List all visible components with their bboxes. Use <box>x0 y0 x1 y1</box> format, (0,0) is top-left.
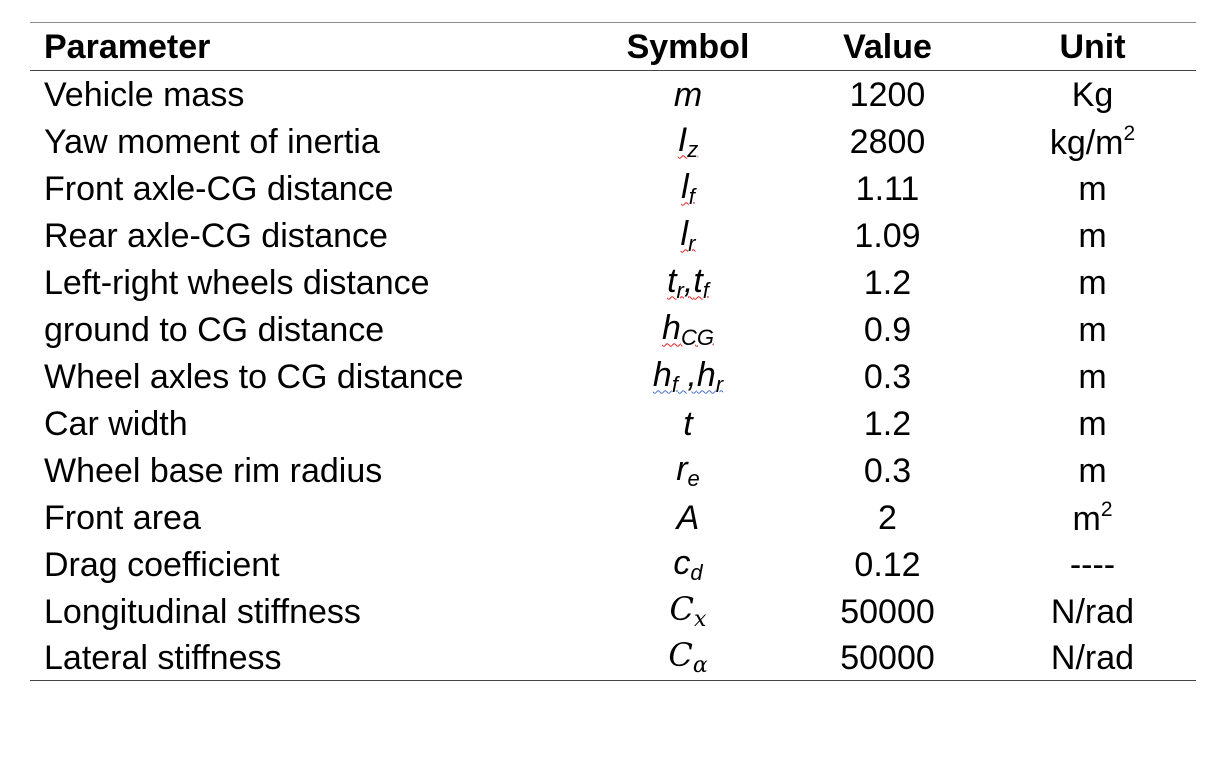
symbol-cell <box>590 353 786 400</box>
param-name: Rear axle-CG distance <box>44 216 388 255</box>
symbol-base-1: h <box>652 355 672 394</box>
param-name: Longitudinal stiffness <box>44 592 361 631</box>
header-symbol: Symbol <box>590 23 786 71</box>
symbol-cell <box>590 259 786 306</box>
unit-base: m <box>1078 404 1107 443</box>
symbol-base: C <box>668 636 693 674</box>
table-row <box>30 71 1196 119</box>
unit-superscript: 2 <box>1100 498 1113 521</box>
symbol-cell <box>590 447 786 494</box>
value-cell: 50000 <box>840 592 935 631</box>
value-cell: 0.3 <box>863 451 912 490</box>
symbol-base: h <box>662 308 681 347</box>
symbol-text <box>673 543 703 585</box>
symbol-subscript: e <box>687 465 700 491</box>
table-row <box>30 447 1196 494</box>
symbol-base-1: t <box>667 261 677 300</box>
header-unit: Unit <box>989 23 1196 71</box>
unit-cell <box>989 635 1196 681</box>
param-name: Left-right wheels distance <box>44 263 430 302</box>
symbol-cell <box>590 494 786 541</box>
param-name: Lateral stiffness <box>30 635 590 681</box>
symbol-text <box>662 308 714 350</box>
value-cell: 2800 <box>849 122 926 161</box>
unit-base: Kg <box>1071 75 1114 114</box>
unit-superscript: 2 <box>1123 122 1136 145</box>
unit-cell <box>989 259 1196 306</box>
symbol-text <box>680 214 696 256</box>
param-name: ground to CG distance <box>44 310 385 349</box>
unit-cell <box>989 306 1196 353</box>
symbol-subscript-1: f <box>671 371 678 397</box>
symbol-subscript: α <box>692 653 708 678</box>
unit-base: N/rad <box>1050 638 1135 677</box>
unit-cell <box>989 400 1196 447</box>
unit-cell <box>989 588 1196 635</box>
symbol-text <box>669 590 707 632</box>
symbol-text <box>677 120 699 162</box>
unit-base: m <box>1078 216 1107 255</box>
unit-cell <box>989 447 1196 494</box>
value-cell: 1.2 <box>863 404 912 443</box>
value-cell: 1.2 <box>863 263 912 302</box>
symbol-cell <box>590 71 786 119</box>
table-row <box>30 353 1196 400</box>
symbol-cell <box>590 588 786 635</box>
unit-cell <box>989 165 1196 212</box>
unit-cell <box>989 71 1196 119</box>
symbol-text <box>652 355 724 397</box>
unit-cell <box>989 118 1196 165</box>
unit-base: m <box>1072 500 1101 538</box>
symbol-base: I <box>677 120 688 159</box>
unit-base: m <box>1078 451 1107 490</box>
value-cell: 0.3 <box>863 357 912 396</box>
symbol-subscript-2: f <box>702 277 709 303</box>
symbol-base: t <box>683 404 693 443</box>
symbol-subscript: x <box>694 607 707 632</box>
param-name: Wheel base rim radius <box>44 451 383 490</box>
table-row <box>30 400 1196 447</box>
symbol-subscript-2: r <box>715 371 724 397</box>
param-name: Front axle-CG distance <box>44 169 394 208</box>
symbol-subscript: r <box>688 230 696 256</box>
symbol-subscript-1: r <box>676 277 684 303</box>
header-parameter: Parameter <box>30 23 590 71</box>
table-row <box>30 494 1196 541</box>
symbol-cell <box>590 306 786 353</box>
symbol-text <box>668 636 708 678</box>
table-row <box>30 118 1196 165</box>
table-header <box>30 23 1196 71</box>
symbol-subscript: z <box>687 136 699 162</box>
symbol-subscript: CG <box>680 324 714 350</box>
table-row <box>30 541 1196 588</box>
symbol-cell <box>590 165 786 212</box>
symbol-cell <box>590 212 786 259</box>
param-name: Car width <box>44 404 188 443</box>
symbol-base-2: h <box>696 355 716 394</box>
table-body <box>30 71 1196 681</box>
unit-base: m <box>1078 169 1107 208</box>
value-cell: 0.9 <box>863 310 912 349</box>
table-row <box>30 588 1196 635</box>
unit-base: m <box>1078 263 1107 302</box>
symbol-base-2: t <box>693 261 703 300</box>
param-name: Drag coefficient <box>44 545 280 584</box>
symbol-base: C <box>669 590 695 628</box>
value-cell: 1.11 <box>855 169 920 208</box>
unit-base: m <box>1078 310 1107 349</box>
symbol-text <box>676 449 700 491</box>
symbol-base: m <box>673 75 703 114</box>
param-name: Yaw moment of inertia <box>44 122 380 161</box>
symbol-base: A <box>676 498 700 537</box>
unit-base: N/rad <box>1050 592 1135 631</box>
table-row <box>30 259 1196 306</box>
unit-base: ---- <box>1069 545 1116 584</box>
value-cell: 2 <box>878 498 897 537</box>
symbol-text <box>681 167 695 209</box>
symbol-cell <box>590 541 786 588</box>
value-cell: 50000 <box>786 635 989 681</box>
header-row <box>30 23 1196 71</box>
symbol-subscript: f <box>688 183 695 209</box>
unit-cell <box>989 494 1196 541</box>
symbol-cell <box>590 635 786 681</box>
unit-cell <box>989 541 1196 588</box>
value-cell: 1.09 <box>854 216 921 255</box>
unit-base: kg/m <box>1049 124 1124 162</box>
param-name: Wheel axles to CG distance <box>44 357 464 396</box>
header-value: Value <box>786 23 989 71</box>
symbol-cell <box>590 400 786 447</box>
param-name: Front area <box>44 498 201 537</box>
unit-base: m <box>1078 357 1107 396</box>
symbol-separator: , <box>677 355 697 394</box>
symbol-base: l <box>681 167 689 206</box>
symbol-cell <box>590 118 786 165</box>
value-cell: 0.12 <box>854 545 921 584</box>
symbol-base: l <box>680 214 689 253</box>
unit-cell <box>989 353 1196 400</box>
value-cell: 1200 <box>849 75 926 114</box>
symbol-subscript: d <box>690 559 703 585</box>
symbol-base: r <box>676 449 688 488</box>
table-row <box>30 306 1196 353</box>
unit-cell <box>989 212 1196 259</box>
symbol-separator: , <box>683 261 694 300</box>
table-row <box>30 635 1196 681</box>
table-row <box>30 212 1196 259</box>
param-name: Vehicle mass <box>44 75 245 114</box>
table-row <box>30 165 1196 212</box>
symbol-text <box>667 261 709 303</box>
parameters-table <box>30 22 1196 681</box>
symbol-base: c <box>673 543 691 582</box>
